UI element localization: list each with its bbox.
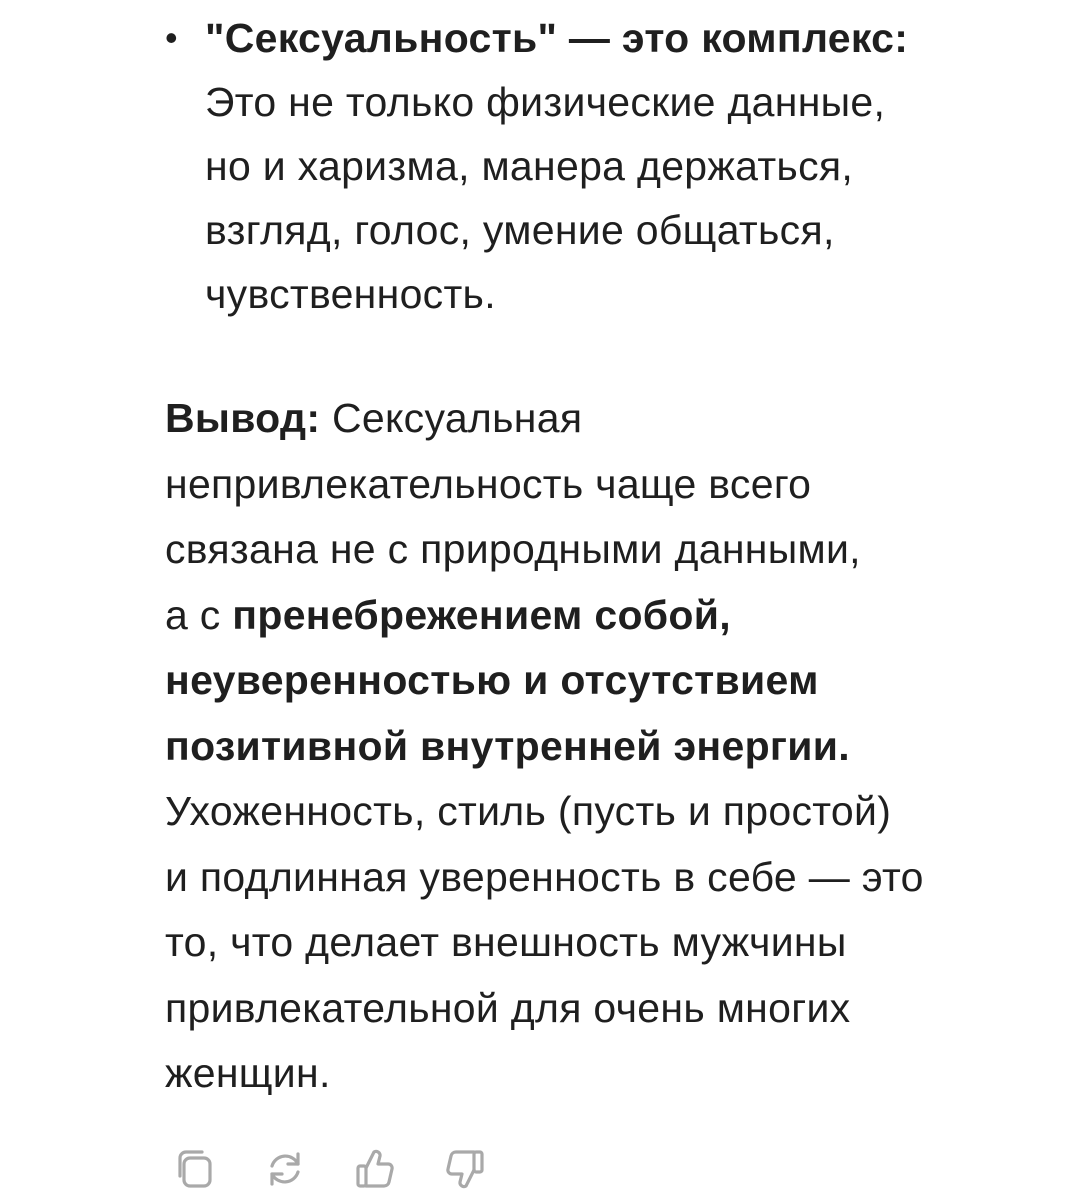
conclusion-line: [165, 386, 1045, 452]
copy-icon: [172, 1146, 218, 1192]
bullet-heading: "Сексуальность" — это комплекс:: [205, 15, 909, 61]
thumbs-up-button[interactable]: [352, 1146, 398, 1192]
bullet-line: чувственность.: [205, 271, 496, 317]
conclusion-line: привлекательной для очень многих: [165, 984, 851, 1031]
conclusion-bold-line: неуверенностью и отсутствием: [165, 657, 819, 703]
conclusion-line: непривлекательность чаще всего: [165, 460, 812, 507]
regenerate-icon: [262, 1146, 308, 1192]
conclusion-line: [165, 583, 1045, 649]
conclusion-line: то, что делает внешность мужчины: [165, 919, 847, 965]
bullet-line: но и харизма, манера держаться,: [205, 143, 854, 189]
thumbs-up-icon: [352, 1146, 398, 1192]
conclusion-label: Вывод:: [165, 395, 321, 441]
conclusion-line: связана не с природными данными,: [165, 526, 861, 572]
thumbs-down-icon: [442, 1146, 488, 1192]
conclusion-paragraph: [165, 386, 1045, 1107]
bullet-item: [165, 6, 1045, 326]
thumbs-down-button[interactable]: [442, 1146, 488, 1192]
conclusion-line: женщин.: [165, 1050, 331, 1096]
conclusion-text: а с: [165, 591, 233, 638]
conclusion-line: и подлинная уверенность в себе — это: [165, 853, 924, 900]
bullet-line: взгляд, голос, умение общаться,: [205, 207, 835, 253]
conclusion-bold-text: пренебрежением собой,: [232, 591, 731, 638]
copy-button[interactable]: [172, 1146, 218, 1192]
conclusion-line: Ухоженность, стиль (пусть и простой): [165, 788, 892, 834]
bullet-text: [205, 6, 1045, 326]
conclusion-text: Сексуальная: [320, 395, 583, 441]
message-actions-toolbar: [172, 1146, 488, 1196]
bullet-dot: •: [165, 17, 178, 58]
conclusion-bold-line: позитивной внутренней энергии.: [165, 722, 850, 769]
regenerate-button[interactable]: [262, 1146, 308, 1192]
bullet-line: Это не только физические данные,: [205, 79, 886, 125]
